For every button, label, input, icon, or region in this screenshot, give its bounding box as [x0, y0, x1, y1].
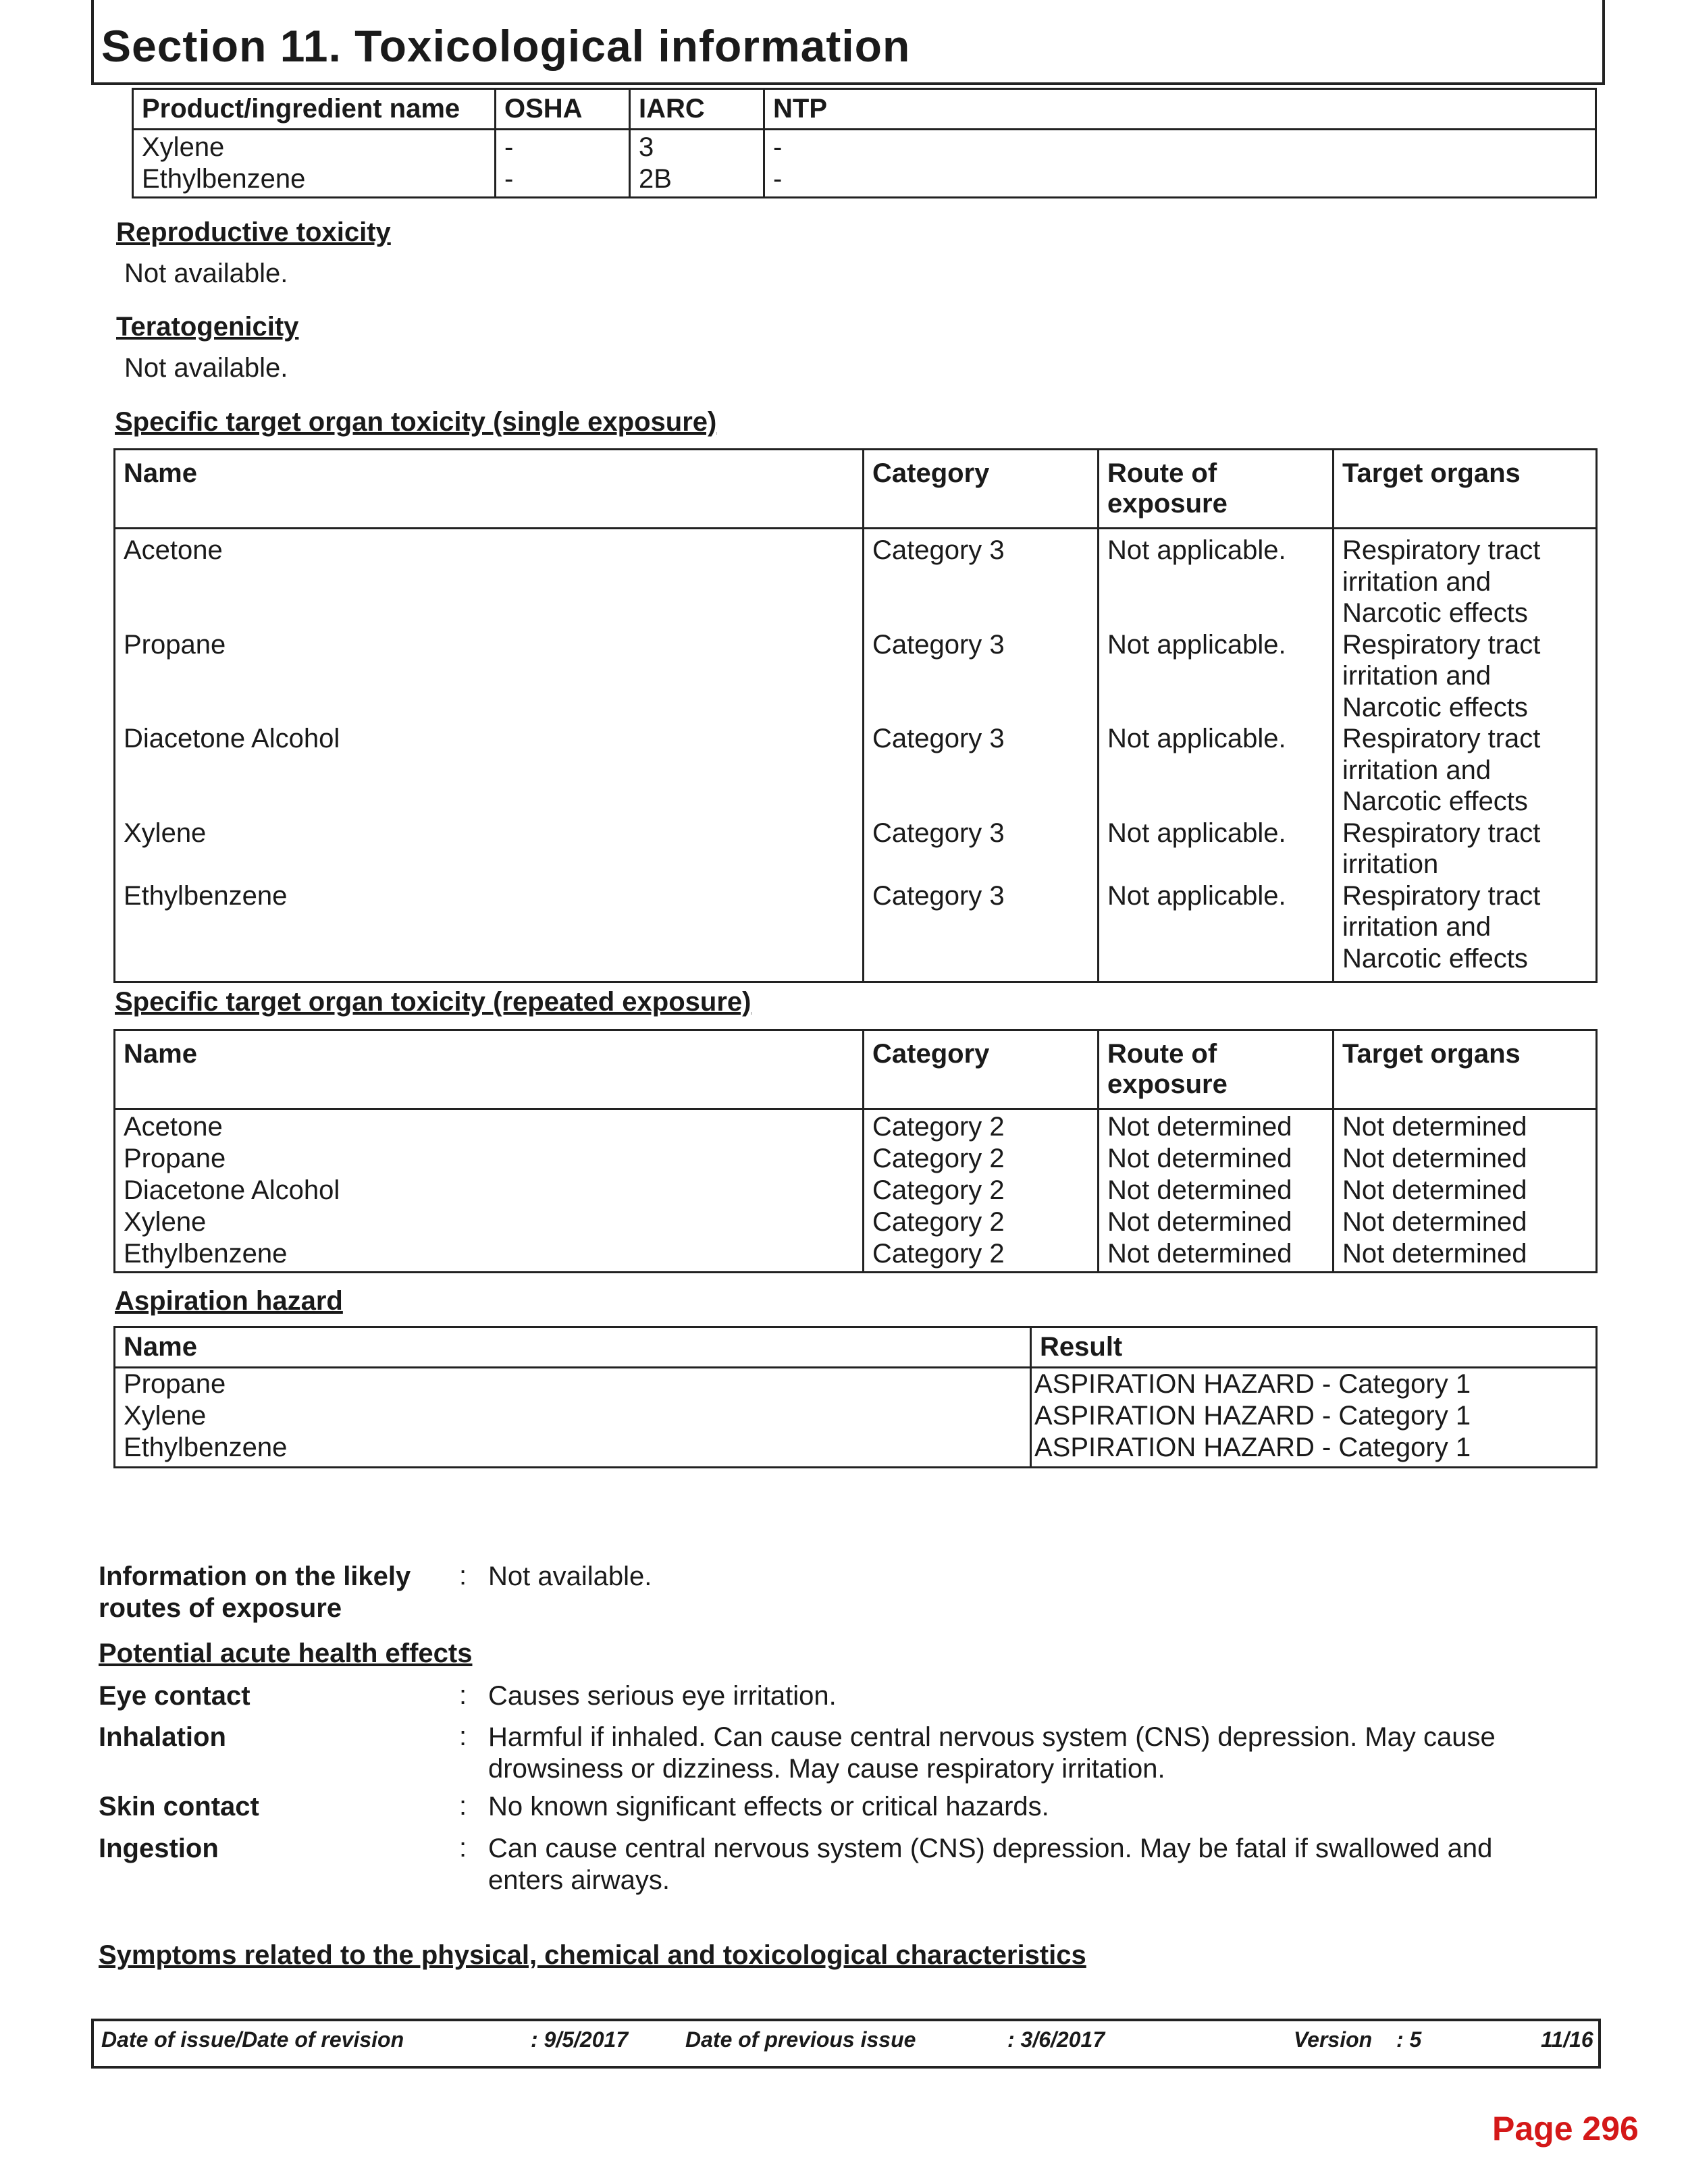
footer-prev-value: : 3/6/2017 — [1007, 2027, 1105, 2052]
table-header-row — [115, 1327, 1597, 1368]
col-header-name: Name — [115, 1327, 1031, 1368]
list-item: Xylene — [124, 818, 207, 848]
carcinogenicity-table — [132, 88, 1597, 198]
eye-contact-value: Causes serious eye irritation. — [488, 1681, 837, 1711]
list-item — [1342, 535, 1587, 629]
categories-cell — [864, 529, 1099, 982]
list-item — [1342, 723, 1587, 818]
table-body-row — [115, 1109, 1597, 1273]
route-header-line: Route of — [1107, 1039, 1217, 1069]
list-item: Category 2 — [872, 1207, 1005, 1237]
stot-repeated-heading: Specific target organ toxicity (repeated exposure) — [115, 987, 751, 1017]
col-header-name: Name — [115, 450, 864, 529]
targets-cell — [1334, 1109, 1597, 1273]
col-header-route — [1099, 1030, 1334, 1109]
ingestion-line: enters airways. — [488, 1865, 670, 1895]
target-line: Narcotic effects — [1342, 598, 1528, 628]
reproductive-text: Not available. — [124, 259, 288, 288]
list-item: Propane — [124, 629, 226, 660]
list-item: Not determined — [1107, 1207, 1292, 1237]
list-item — [1342, 880, 1587, 975]
target-line: irritation and — [1342, 661, 1492, 691]
list-item: Acetone — [124, 1112, 223, 1142]
ntp-value: - — [773, 132, 783, 162]
list-item: Not determined — [1342, 1112, 1527, 1142]
targets-cell — [1334, 529, 1597, 982]
table-header-row — [115, 1030, 1597, 1109]
ntp-cell — [764, 130, 1596, 198]
list-item: Not determined — [1342, 1144, 1527, 1173]
footer-issue-value: : 9/5/2017 — [531, 2027, 629, 2052]
list-item: Not applicable. — [1107, 818, 1286, 848]
target-line: Respiratory tract — [1342, 724, 1541, 753]
list-item: Ethylbenzene — [124, 1239, 288, 1269]
list-item: Xylene — [124, 1401, 207, 1431]
list-item: Propane — [124, 1144, 226, 1173]
stot-single-heading: Specific target organ toxicity (single exposure) — [115, 407, 717, 437]
list-item: Category 3 — [872, 535, 1005, 565]
names-cell — [115, 529, 864, 982]
colon: : — [459, 1791, 467, 1821]
route-header-line: exposure — [1107, 1069, 1228, 1099]
list-item: Not applicable. — [1107, 629, 1286, 660]
target-line: irritation — [1342, 849, 1439, 879]
footer-page-number: 11/16 — [1541, 2027, 1593, 2052]
routes-label-line: routes of exposure — [99, 1593, 342, 1623]
names-cell — [133, 130, 496, 198]
col-header-result: Result — [1031, 1327, 1597, 1368]
list-item: Not determined — [1107, 1144, 1292, 1173]
ingestion-value — [488, 1833, 1568, 1896]
aspiration-table — [113, 1326, 1598, 1468]
list-item: Category 3 — [872, 724, 1005, 753]
routes-cell — [1099, 1109, 1334, 1273]
col-header-product: Product/ingredient name — [133, 89, 496, 130]
teratogenicity-heading: Teratogenicity — [116, 312, 299, 342]
inhalation-line: Harmful if inhaled. Can cause central nervous system (CNS) depression. May cause — [488, 1722, 1496, 1752]
skin-contact-value: No known significant effects or critical hazards. — [488, 1792, 1049, 1821]
list-item: Category 3 — [872, 880, 1005, 911]
footer-version-label: Version — [1294, 2027, 1373, 2052]
list-item: Not determined — [1342, 1207, 1527, 1237]
col-header-name: Name — [115, 1030, 864, 1109]
routes-label — [99, 1561, 411, 1624]
col-header-target: Target organs — [1334, 450, 1597, 529]
route-header-line: exposure — [1107, 489, 1228, 518]
routes-value: Not available. — [488, 1562, 652, 1591]
target-line: irritation and — [1342, 755, 1492, 785]
section-title: Section 11. Toxicological information — [101, 21, 911, 71]
osha-value: - — [504, 132, 514, 162]
list-item: Not determined — [1107, 1112, 1292, 1142]
target-line: irritation and — [1342, 566, 1492, 597]
list-item: Not applicable. — [1107, 880, 1286, 911]
list-item: Not determined — [1107, 1175, 1292, 1205]
iarc-value: 2B — [639, 164, 672, 194]
colon: : — [459, 1833, 467, 1863]
target-line: irritation and — [1342, 912, 1492, 942]
skin-contact-label: Skin contact — [99, 1792, 259, 1821]
col-header-category: Category — [864, 450, 1099, 529]
list-item — [1342, 818, 1587, 880]
list-item: Propane — [124, 1369, 226, 1399]
list-item: Category 2 — [872, 1239, 1005, 1269]
list-item: Category 2 — [872, 1175, 1005, 1205]
eye-contact-label: Eye contact — [99, 1681, 250, 1711]
symptoms-heading: Symptoms related to the physical, chemical and toxicological characteristics — [99, 1940, 1086, 1970]
list-item: Xylene — [124, 1207, 207, 1237]
col-header-target: Target organs — [1334, 1030, 1597, 1109]
inhalation-line: drowsiness or dizziness. May cause respiratory irritation. — [488, 1754, 1165, 1784]
col-header-osha: OSHA — [496, 89, 630, 130]
target-line: Respiratory tract — [1342, 880, 1541, 911]
page-stamp: Page 296 — [1492, 2110, 1639, 2148]
list-item: Not determined — [1342, 1239, 1527, 1269]
names-cell — [115, 1109, 864, 1273]
list-item: ASPIRATION HAZARD - Category 1 — [1034, 1433, 1471, 1462]
categories-cell — [864, 1109, 1099, 1273]
footer-version-value: : 5 — [1396, 2027, 1422, 2052]
names-cell — [115, 1368, 1031, 1468]
osha-cell — [496, 130, 630, 198]
acute-heading: Potential acute health effects — [99, 1639, 473, 1668]
table-header-row — [115, 450, 1597, 529]
colon: : — [459, 1561, 467, 1591]
iarc-value: 3 — [639, 132, 654, 162]
route-header-line: Route of — [1107, 458, 1217, 488]
table-body-row — [115, 529, 1597, 982]
inhalation-value — [488, 1722, 1568, 1785]
ingestion-line: Can cause central nervous system (CNS) depression. May be fatal if swallowed and — [488, 1834, 1493, 1863]
reproductive-heading: Reproductive toxicity — [116, 217, 391, 247]
col-header-category: Category — [864, 1030, 1099, 1109]
list-item: Acetone — [124, 535, 223, 565]
footer-issue-label: Date of issue/Date of revision — [101, 2027, 404, 2052]
list-item: Diacetone Alcohol — [124, 1175, 340, 1205]
list-item: Category 3 — [872, 818, 1005, 848]
teratogenicity-text: Not available. — [124, 353, 288, 383]
list-item: ASPIRATION HAZARD - Category 1 — [1034, 1369, 1471, 1399]
routes-cell — [1099, 529, 1334, 982]
list-item: Diacetone Alcohol — [124, 724, 340, 753]
table-body-row — [115, 1368, 1597, 1468]
list-item — [1342, 629, 1587, 724]
list-item: Not determined — [1107, 1239, 1292, 1269]
target-line: Narcotic effects — [1342, 692, 1528, 722]
target-line: Respiratory tract — [1342, 818, 1541, 848]
target-line: Narcotic effects — [1342, 787, 1528, 816]
target-line: Respiratory tract — [1342, 535, 1541, 565]
list-item: Ethylbenzene — [124, 880, 288, 911]
row-name: Xylene — [142, 132, 225, 162]
list-item: ASPIRATION HAZARD - Category 1 — [1034, 1401, 1471, 1431]
list-item: Not applicable. — [1107, 535, 1286, 565]
list-item: Not applicable. — [1107, 724, 1286, 753]
colon: : — [459, 1722, 467, 1751]
footer-prev-label: Date of previous issue — [685, 2027, 916, 2052]
inhalation-label: Inhalation — [99, 1722, 226, 1752]
stot-repeated-table — [113, 1029, 1598, 1273]
table-row — [133, 130, 1596, 198]
table-header-row — [133, 89, 1596, 130]
iarc-cell — [630, 130, 764, 198]
target-line: Narcotic effects — [1342, 943, 1528, 974]
colon: : — [459, 1680, 467, 1710]
list-item: Not determined — [1342, 1175, 1527, 1205]
target-line: Respiratory tract — [1342, 629, 1541, 660]
col-header-ntp: NTP — [764, 89, 1596, 130]
list-item: Category 2 — [872, 1144, 1005, 1173]
results-cell — [1031, 1368, 1597, 1468]
routes-label-line: Information on the likely — [99, 1562, 411, 1591]
osha-value: - — [504, 164, 514, 194]
list-item: Category 2 — [872, 1112, 1005, 1142]
stot-single-table — [113, 448, 1598, 983]
aspiration-heading: Aspiration hazard — [115, 1286, 343, 1316]
row-name: Ethylbenzene — [142, 164, 306, 194]
list-item: Category 3 — [872, 629, 1005, 660]
ingestion-label: Ingestion — [99, 1834, 219, 1863]
col-header-iarc: IARC — [630, 89, 764, 130]
ntp-value: - — [773, 164, 783, 194]
list-item: Ethylbenzene — [124, 1433, 288, 1462]
col-header-route — [1099, 450, 1334, 529]
